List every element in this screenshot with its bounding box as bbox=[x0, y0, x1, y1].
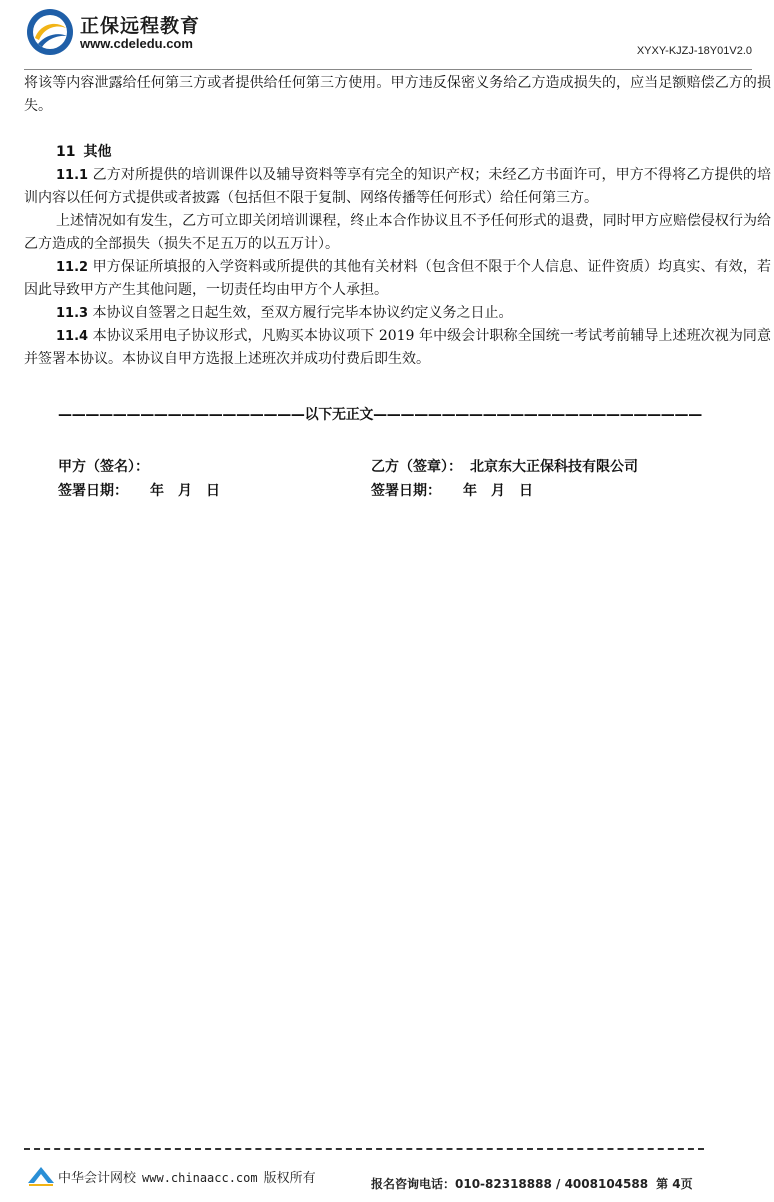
chinaacc-logo-icon bbox=[26, 1163, 56, 1187]
clause-number: 11.3 bbox=[56, 306, 89, 321]
clause-11-1-continued bbox=[24, 210, 771, 256]
section-title: 其他 bbox=[83, 144, 112, 160]
date-label: 签署日期： bbox=[58, 483, 128, 499]
clause-number: 11.4 bbox=[56, 329, 89, 344]
clause-number: 11.2 bbox=[56, 260, 89, 275]
document-code: XYXY-KJZJ-18Y01V2.0 bbox=[636, 45, 752, 57]
page-number: 第 4页 bbox=[656, 1177, 693, 1191]
footer-divider bbox=[24, 1148, 704, 1150]
agreement-body bbox=[24, 72, 771, 371]
intro-paragraph: 将该等内容泄露给任何第三方或者提供给任何第三方使用。甲方违反保密义务给乙方造成损失的，应当足额赔偿乙方的损失。 bbox=[24, 75, 771, 114]
date-day: 日 bbox=[206, 483, 220, 499]
brand-name: 正保远程教育 bbox=[80, 15, 201, 37]
clause-text: 上述情况如有发生，乙方可立即关闭培训课程，终止本合作协议且不予任何形式的退费，同时甲方应赔偿侵权行为给乙方造成的全部损失（损失不足五万的以五万计）。 bbox=[24, 213, 771, 252]
end-dashes-left: —————————————————— bbox=[58, 407, 305, 423]
date-month: 月 bbox=[491, 483, 505, 499]
party-b-label: 乙方（签章）： bbox=[371, 459, 462, 475]
party-b-company: 北京东大正保科技有限公司 bbox=[470, 459, 638, 475]
party-b-signature bbox=[371, 455, 638, 503]
clause-11-1 bbox=[24, 164, 771, 210]
header-divider bbox=[24, 69, 752, 70]
footer-rights: 版权所有 bbox=[263, 1171, 316, 1186]
section-number: 11 bbox=[56, 144, 76, 160]
date-month: 月 bbox=[178, 483, 192, 499]
clause-number: 11.1 bbox=[56, 168, 89, 183]
section-heading bbox=[24, 141, 771, 164]
party-a-signature bbox=[58, 455, 220, 503]
footer-url: www.chinaacc.com bbox=[142, 1171, 258, 1185]
clause-11-2 bbox=[24, 256, 771, 302]
contact-phone: 报名咨询电话：010-82318888 / 4008104588 bbox=[371, 1177, 649, 1191]
footer-brand-name: 中华会计网校 bbox=[58, 1171, 137, 1186]
clause-text: 本协议采用电子协议形式，凡购买本协议项下 2019 年中级会计职称全国统一考试考前辅导上述班次视为同意并签署本协议。本协议自甲方选报上述班次并成功付费后即生效。 bbox=[24, 328, 771, 367]
clause-11-4 bbox=[24, 325, 771, 371]
clause-text: 本协议自签署之日起生效，至双方履行完毕本协议约定义务之日止。 bbox=[88, 305, 513, 321]
date-day: 日 bbox=[519, 483, 533, 499]
end-of-text-marker bbox=[58, 404, 702, 424]
clause-text: 乙方对所提供的培训课件以及辅导资料等享有完全的知识产权；未经乙方书面许可，甲方不得将乙方提供的培训内容以任何方式提供或者披露（包括但不限于复制、网络传播等任何形式）给任何第三方。 bbox=[24, 167, 771, 206]
party-a-label: 甲方（签名）： bbox=[58, 459, 149, 475]
footer-contact bbox=[371, 1175, 693, 1192]
date-label: 签署日期： bbox=[371, 483, 441, 499]
brand-url: www.cdeledu.com bbox=[80, 36, 193, 51]
cdeledu-logo-icon bbox=[26, 8, 74, 56]
page-header bbox=[0, 0, 774, 72]
date-year: 年 bbox=[463, 483, 477, 499]
date-year: 年 bbox=[150, 483, 164, 499]
footer-brand bbox=[58, 1167, 316, 1186]
clause-11-3 bbox=[24, 302, 771, 325]
clause-text: 甲方保证所填报的入学资料或所提供的其他有关材料（包含但不限于个人信息、证件资质）均真实、有效，若因此导致甲方产生其他问题，一切责任均由甲方个人承担。 bbox=[24, 259, 771, 298]
end-dashes-right: ———————————————————————— bbox=[373, 407, 702, 423]
end-text: 以下无正文 bbox=[304, 407, 374, 423]
